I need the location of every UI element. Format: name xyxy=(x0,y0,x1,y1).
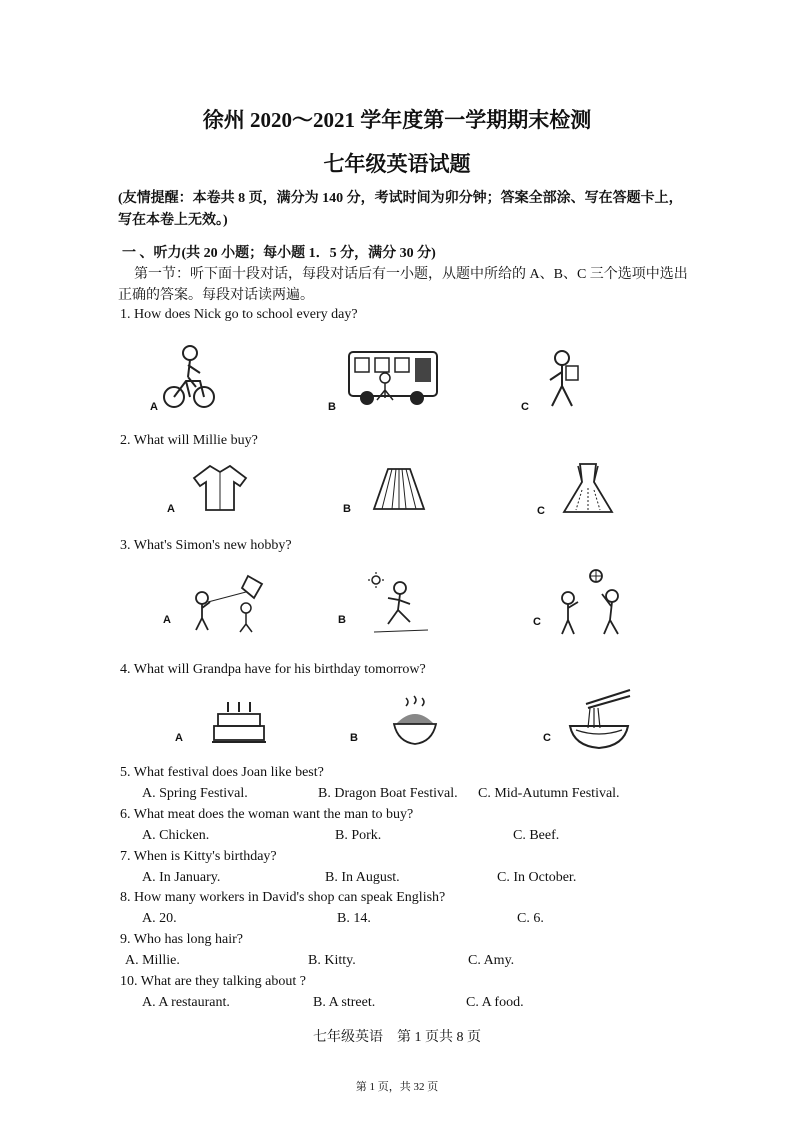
option-letter: B xyxy=(338,614,346,626)
running-icon xyxy=(368,572,432,636)
dress-icon xyxy=(560,462,616,516)
option-b: B. 14. xyxy=(337,911,371,926)
page-footer: 七年级英语 第 1 页共 8 页 xyxy=(313,1030,481,1045)
section-instruction: 第一节：听下面十段对话，每段对话后有一小题，从题中所给的 A、B、C 三个选项中选出正确的答案。每段对话读两遍。 xyxy=(118,267,688,303)
option-c: C. In October. xyxy=(497,870,577,885)
exam-notice: (友情提醒：本卷共 8 页，满分为 140 分，考试时间为卯分钟；答案全部涂、写在答题卡上，写在本卷上无效。) xyxy=(118,191,683,228)
rice-bowl-icon xyxy=(390,694,440,750)
volleyball-icon xyxy=(556,568,628,638)
option-letter: B xyxy=(328,401,336,413)
option-b: B. A street. xyxy=(313,995,376,1010)
noodles-icon xyxy=(566,686,632,752)
question-9: 9. Who has long hair? xyxy=(120,932,243,947)
option-a: A. 20. xyxy=(142,911,177,926)
option-a: A. In January. xyxy=(142,870,221,885)
option-c: C. Beef. xyxy=(513,828,560,843)
skirt-icon xyxy=(370,465,428,513)
option-a: A. Millie. xyxy=(125,953,180,968)
walker-icon xyxy=(540,350,586,412)
option-b: B. Kitty. xyxy=(308,953,356,968)
option-letter: C xyxy=(533,616,541,628)
option-letter: C xyxy=(543,732,551,744)
option-a: A. Spring Festival. xyxy=(142,786,248,801)
question-6: 6. What meat does the woman want the man to buy? xyxy=(120,807,414,822)
blouse-icon xyxy=(192,462,248,514)
question-2: 2. What will Millie buy? xyxy=(120,433,258,448)
page-title: 徐州 2020～2021 学年度第一学期期末检测 xyxy=(202,108,592,132)
option-a: A. Chicken. xyxy=(142,828,210,843)
option-letter: B xyxy=(350,732,358,744)
option-c: C. 6. xyxy=(517,911,544,926)
option-letter: A xyxy=(163,614,171,626)
cake-icon xyxy=(210,700,268,744)
option-letter: C xyxy=(537,505,545,517)
cyclist-icon xyxy=(160,343,220,411)
question-5: 5. What festival does Joan like best? xyxy=(120,765,324,780)
option-letter: B xyxy=(343,503,351,515)
question-3: 3. What's Simon's new hobby? xyxy=(120,538,292,553)
question-7: 7. When is Kitty's birthday? xyxy=(120,849,277,864)
question-8: 8. How many workers in David's shop can speak English? xyxy=(120,890,446,905)
option-a: A. A restaurant. xyxy=(142,995,230,1010)
option-c: C. Amy. xyxy=(468,953,515,968)
option-c: C. A food. xyxy=(466,995,524,1010)
page-indicator: 第 1 页，共 32 页 xyxy=(355,1081,439,1093)
section-heading: 一 、听力(共 20 小题；每小题 1．5 分，满分 30 分) xyxy=(122,246,436,261)
option-b: B. Dragon Boat Festival. xyxy=(318,786,458,801)
option-b: B. In August. xyxy=(325,870,400,885)
question-10: 10. What are they talking about ? xyxy=(120,974,306,989)
option-c: C. Mid-Autumn Festival. xyxy=(478,786,620,801)
option-letter: C xyxy=(521,401,529,413)
question-1: 1. How does Nick go to school every day? xyxy=(120,307,358,322)
page-subtitle: 七年级英语试题 xyxy=(323,152,471,176)
option-letter: A xyxy=(167,503,175,515)
option-letter: A xyxy=(150,401,158,413)
option-letter: A xyxy=(175,732,183,744)
kite-flying-icon xyxy=(188,574,268,634)
question-4: 4. What will Grandpa have for his birthday tomorrow? xyxy=(120,662,426,677)
option-b: B. Pork. xyxy=(335,828,382,843)
bus-icon xyxy=(345,348,441,408)
